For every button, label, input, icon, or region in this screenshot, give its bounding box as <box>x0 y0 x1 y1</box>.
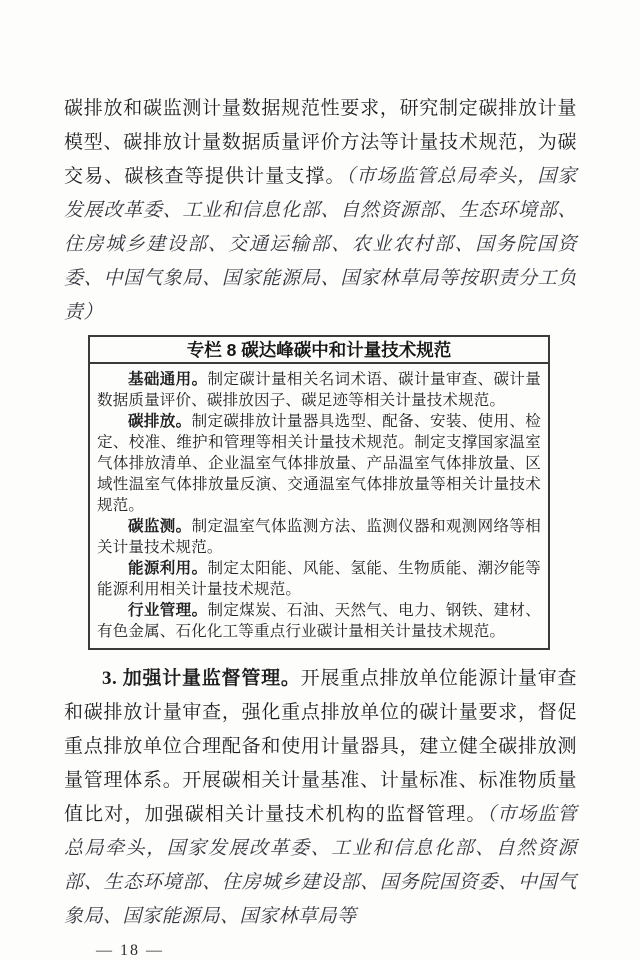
callout-item-carbon-monitoring <box>97 516 541 558</box>
callout-item-industry-management <box>97 600 541 642</box>
callout-item-energy-use <box>97 558 541 600</box>
callout-item-carbon-emission <box>97 411 541 516</box>
callout-item-lead: 基础通用。 <box>128 371 208 388</box>
callout-item-text: 制定煤炭、石油、天然气、电力、钢铁、建材、有色金属、石化化工等重点行业碳计量相关计量技术规范。 <box>97 602 541 640</box>
callout-box-zhuanlan-8 <box>88 335 550 650</box>
callout-item-text: 制定碳计量相关名词术语、碳计量审查、碳计量数据质量评价、碳排放因子、碳足迹等相关计量技术规范。 <box>97 371 541 409</box>
paragraph-1-responsibility-clause: （市场监管总局牵头，国家发展改革委、工业和信息化部、自然资源部、生态环境部、住房城乡建设部、交通运输部、农业农村部、国务院国资委、中国气象局、国家能源局、国家林草局等按职责分工负责） <box>64 166 577 323</box>
page-number: — 18 — <box>96 942 164 959</box>
paragraph-3-text: 开展重点排放单位能源计量审查和碳排放计量审查，强化重点排放单位的碳计量要求，督促重点排放单位合理配备和使用计量器具，建立健全碳排放测量管理体系。开展碳相关计量基准、计量标准、标准物质量值比对，加强碳相关计量技术机构的监督管理。 <box>64 668 577 825</box>
callout-box-title: 专栏 8 碳达峰碳中和计量技术规范 <box>90 337 548 364</box>
paragraph-3-responsibility-clause: （市场监管总局牵头，国家发展改革委、工业和信息化部、自然资源部、生态环境部、住房城乡建设部、国务院国资委、中国气象局、国家能源局、国家林草局等 <box>64 804 577 927</box>
callout-item-text: 制定温室气体监测方法、监测仪器和观测网络等相关计量技术规范。 <box>97 518 541 556</box>
paragraph-3-heading: 3. 加强计量监督管理。 <box>102 668 301 689</box>
callout-item-text: 制定碳排放计量器具选型、配备、安装、使用、检定、校准、维护和管理等相关计量技术规范。制定支撑国家温室气体排放清单、企业温室气体排放量、产品温室气体排放量、区域性温室气体排放量反演、交通温室气体排放量等相关计量技术规范。 <box>97 413 541 514</box>
body-paragraph-1 <box>64 92 577 330</box>
callout-item-text: 制定太阳能、风能、氢能、生物质能、潮汐能等能源利用相关计量技术规范。 <box>97 560 541 598</box>
callout-item-lead: 碳监测。 <box>128 518 192 535</box>
callout-item-lead: 能源利用。 <box>128 560 208 577</box>
callout-item-basic-general <box>97 369 541 411</box>
paragraph-1-text: 碳排放和碳监测计量数据规范性要求，研究制定碳排放计量模型、碳排放计量数据质量评价方法等计量技术规范，为碳交易、碳核查等提供计量支撑。 <box>64 98 577 187</box>
body-paragraph-3 <box>64 662 577 934</box>
callout-box-body <box>90 364 548 648</box>
callout-item-lead: 碳排放。 <box>128 413 192 430</box>
callout-item-lead: 行业管理。 <box>128 602 208 619</box>
